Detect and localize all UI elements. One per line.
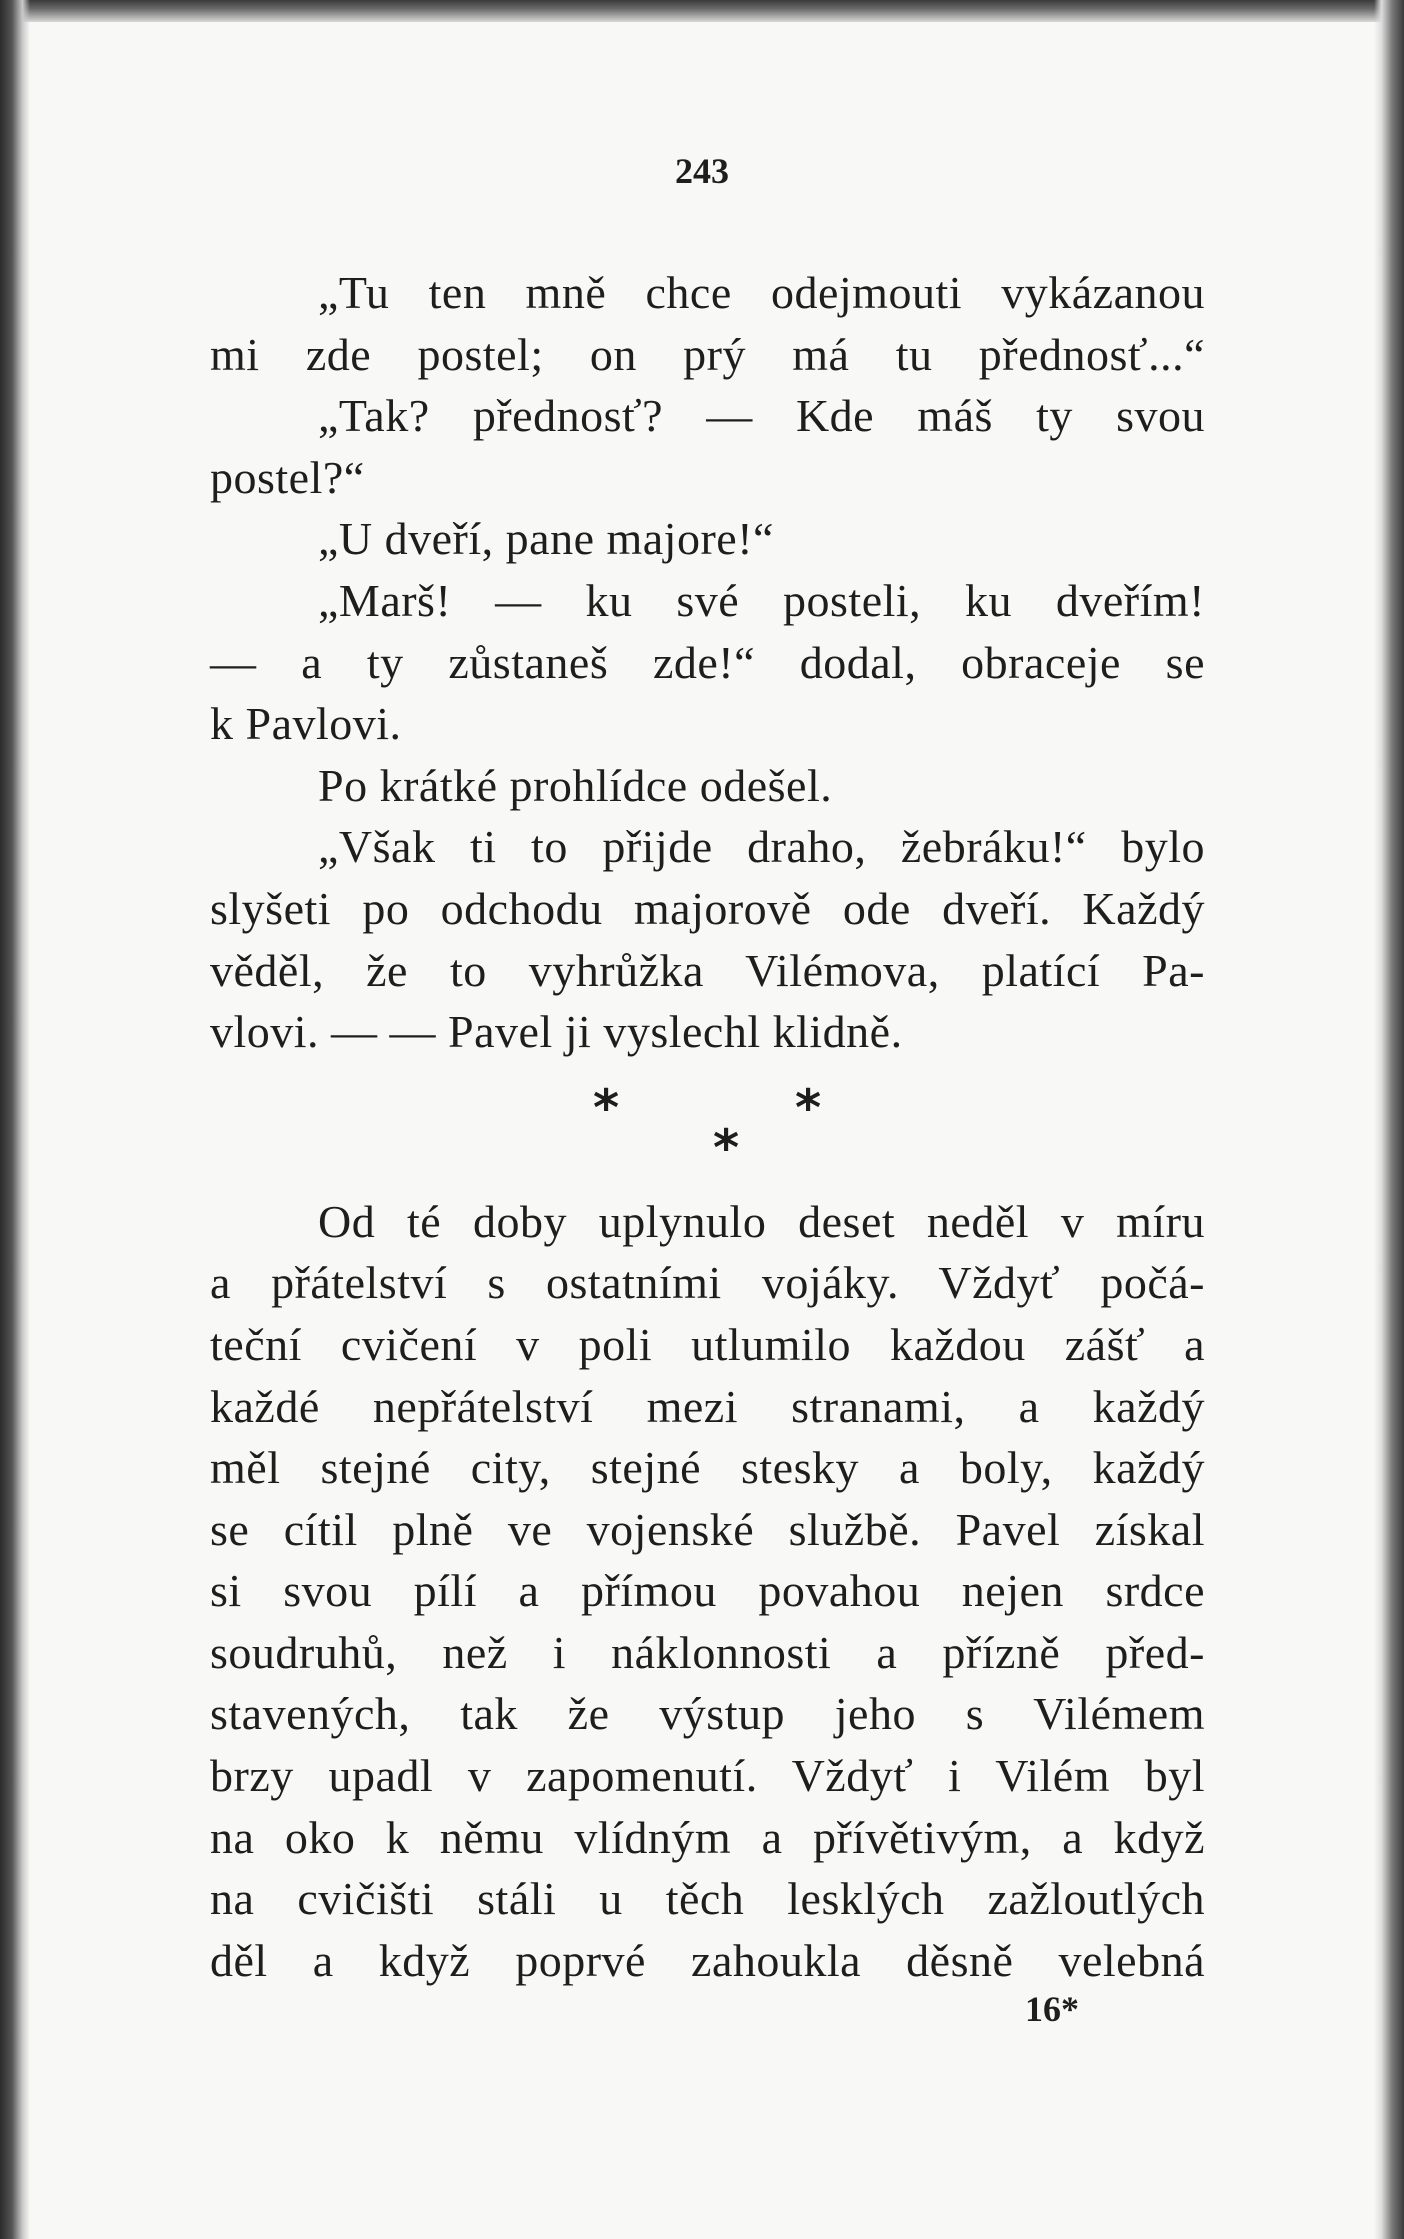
text-line: Po krátké prohlídce odešel. [318,759,833,811]
text-line: mi zde postel; on prý má tu přednosť...“ [210,328,1205,380]
text-line: vlovi. — — Pavel ji vyslechl klidně. [210,1006,903,1058]
text-line: „Však ti to přijde draho, žebráku!“ bylo [318,821,1205,873]
text-line: věděl, že to vyhrůžka Vilémova, platící Pa- [210,944,1205,996]
text-line: „Marš! — ku své posteli, ku dveřím! [318,574,1205,626]
printer-signature: 16* [1025,1989,1079,2029]
text-line: slyšeti po odchodu majorově ode dveří. Každý [210,882,1205,934]
text-line: „Tu ten mně chce odejmouti vykázanou [318,267,1205,318]
text-line: brzy upadl v zapomenutí. Vždyť i Vilém byl [210,1750,1205,1802]
text-line: postel?“ [210,451,365,503]
text-line: Od té doby uplynulo deset neděl v míru [318,1195,1205,1247]
text-line: soudruhů, než i náklonnosti a přízně před- [210,1626,1205,1678]
text-line: měl stejné city, stejné stesky a boly, každý [210,1442,1205,1494]
section-star: * [795,1078,822,1137]
text-line: „U dveří, pane majore!“ [318,513,774,565]
text-line: k Pavlovi. [210,698,402,750]
section-star: * [593,1078,620,1137]
text-line: děl a když poprvé zahoukla děsně velebná [210,1934,1205,1986]
text-line: stavených, tak že výstup jeho s Vilémem [210,1688,1205,1740]
section-break [210,1071,1205,1191]
scan-edge-right [1374,0,1404,2239]
text-line: a přátelství s ostatními vojáky. Vždyť počá- [210,1257,1205,1309]
dialogue-block [210,262,1205,1063]
text-line: se cítil plně ve vojenské službě. Pavel získal [210,1503,1205,1555]
text-line: „Tak? přednosť? — Kde máš ty svou [318,390,1205,442]
body-text [210,262,1205,1991]
narrative-block [210,1191,1205,1992]
text-line: na cvičišti stáli u těch lesklých zažloutlých [210,1873,1205,1925]
scan-edge-left [0,0,30,2239]
page-number: 243 [675,151,729,191]
text-line: si svou pílí a přímou povahou nejen srdce [210,1565,1205,1617]
text-line: na oko k němu vlídným a přívětivým, a když [210,1811,1205,1863]
text-line: teční cvičení v poli utlumilo každou zášť a [210,1318,1205,1370]
scan-edge-top [0,0,1404,22]
text-line: každé nepřátelství mezi stranami, a každý [210,1380,1205,1432]
section-star: * [713,1118,740,1177]
text-line: — a ty zůstaneš zde!“ dodal, obraceje se [210,636,1205,688]
